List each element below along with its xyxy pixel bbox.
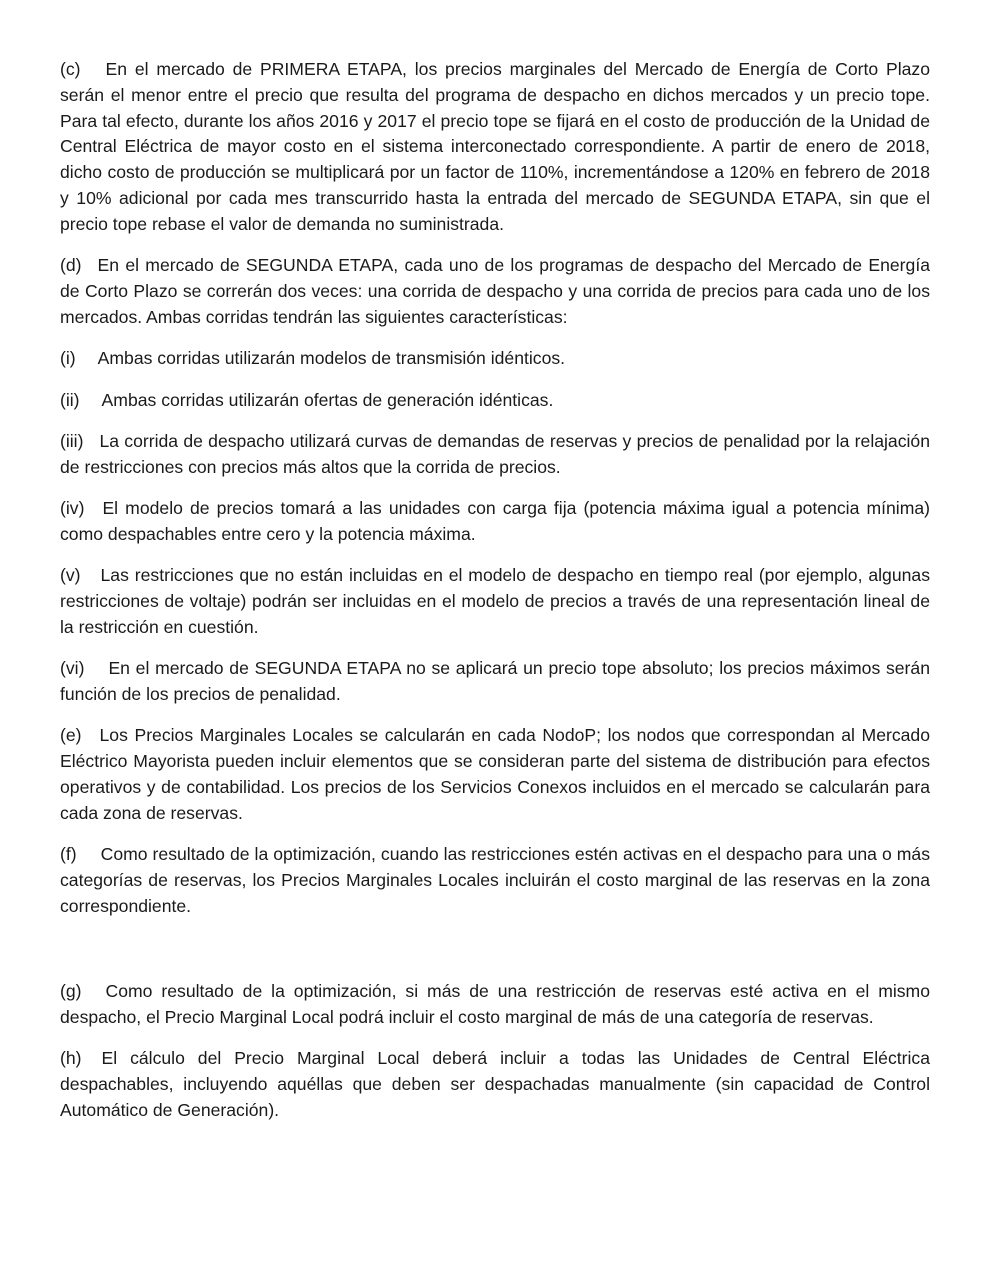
paragraph-text: Las restricciones que no están incluidas en el modelo de despacho en tiempo real (por ejemplo, algunas restricciones de voltaje) podrán ser incluidas en el modelo de precios a través de una representación lineal de la restricción en cuestión. — [60, 565, 930, 637]
item-label: (v) — [60, 565, 81, 586]
item-label: (h) — [60, 1048, 82, 1069]
paragraph-text: En el mercado de SEGUNDA ETAPA, cada uno de los programas de despacho del Mercado de Energía de Corto Plazo se correrán dos veces: una corrida de despacho y una corrida de precios para cada uno de los mercados. Ambas corridas tendrán las siguientes características: — [60, 255, 930, 327]
item-label: (iii) — [60, 430, 84, 451]
paragraph-text: En el mercado de PRIMERA ETAPA, los precios marginales del Mercado de Energía de Corto Plazo serán el menor entre el precio que resulta del programa de despacho en dichos mercados y un precio tope. Para tal efecto, durante los años 2016 y 2017 el precio tope se fijará en el costo de producción de la Unidad de Central Eléctrica de mayor costo en el sistema interconectado correspondiente. A partir de enero de 2018, dicho costo de producción se multiplicará por un factor de 110%, incrementándose a 120% en febrero de 2018 y 10% adicional por cada mes transcurrido hasta la entrada del mercado de SEGUNDA ETAPA, sin que el precio tope rebase el valor de demanda no suministrada. — [60, 59, 930, 234]
item-label: (c) — [60, 59, 81, 79]
item-label: (vi) — [60, 658, 85, 679]
document-page — [60, 57, 930, 1139]
paragraph-iv — [60, 496, 930, 548]
item-label: (d) — [60, 255, 82, 276]
paragraph-text: Los Precios Marginales Locales se calcularán en cada NodoP; los nodos que correspondan al Mercado Eléctrico Mayorista pueden incluir elementos que se consideran parte del sistema de distribución para efectos operativos y de contabilidad. Los precios de los Servicios Conexos incluidos en el mercado se calcularán para cada zona de reservas. — [60, 725, 930, 823]
paragraph-text: Ambas corridas utilizarán ofertas de generación idénticas. — [101, 389, 554, 410]
paragraph-text: La corrida de despacho utilizará curvas de demandas de reservas y precios de penalidad por la relajación de restricciones con precios más altos que la corrida de precios. — [60, 430, 930, 477]
paragraph-f — [60, 842, 930, 919]
item-label: (i) — [60, 348, 76, 369]
paragraph-text: Ambas corridas utilizarán modelos de transmisión idénticos. — [97, 348, 566, 369]
paragraph-ii — [60, 388, 930, 414]
paragraph-vi — [60, 656, 930, 708]
paragraph-text: El modelo de precios tomará a las unidades con carga fija (potencia máxima igual a potencia mínima) como despachables entre cero y la potencia máxima. — [60, 498, 930, 544]
item-label: (f) — [60, 844, 77, 865]
paragraph-i — [60, 346, 930, 372]
paragraph-c — [60, 57, 930, 238]
paragraph-text: El cálculo del Precio Marginal Local deberá incluir a todas las Unidades de Central Eléctrica despachables, incluyendo aquéllas que deben ser despachadas manualmente (sin capacidad de Control Automático de Generación). — [60, 1048, 930, 1121]
item-label: (ii) — [60, 389, 80, 410]
blank-space — [60, 935, 930, 979]
paragraph-text: En el mercado de SEGUNDA ETAPA no se aplicará un precio tope absoluto; los precios máximos serán función de los precios de penalidad. — [60, 658, 930, 705]
paragraph-text: Como resultado de la optimización, si más de una restricción de reservas esté activa en el mismo despacho, el Precio Marginal Local podrá incluir el costo marginal de más de una categoría de reservas. — [60, 981, 930, 1028]
paragraph-g — [60, 979, 930, 1031]
item-label: (iv) — [60, 498, 85, 519]
item-label: (e) — [60, 725, 82, 746]
paragraph-h — [60, 1046, 930, 1123]
item-label: (g) — [60, 981, 82, 1002]
paragraph-text: Como resultado de la optimización, cuando las restricciones estén activas en el despacho para una o más categorías de reservas, los Precios Marginales Locales incluirán el costo marginal de las reservas en la zona correspondiente. — [60, 844, 930, 916]
paragraph-d — [60, 253, 930, 330]
paragraph-iii — [60, 429, 930, 481]
paragraph-e — [60, 723, 930, 826]
paragraph-v — [60, 563, 930, 640]
